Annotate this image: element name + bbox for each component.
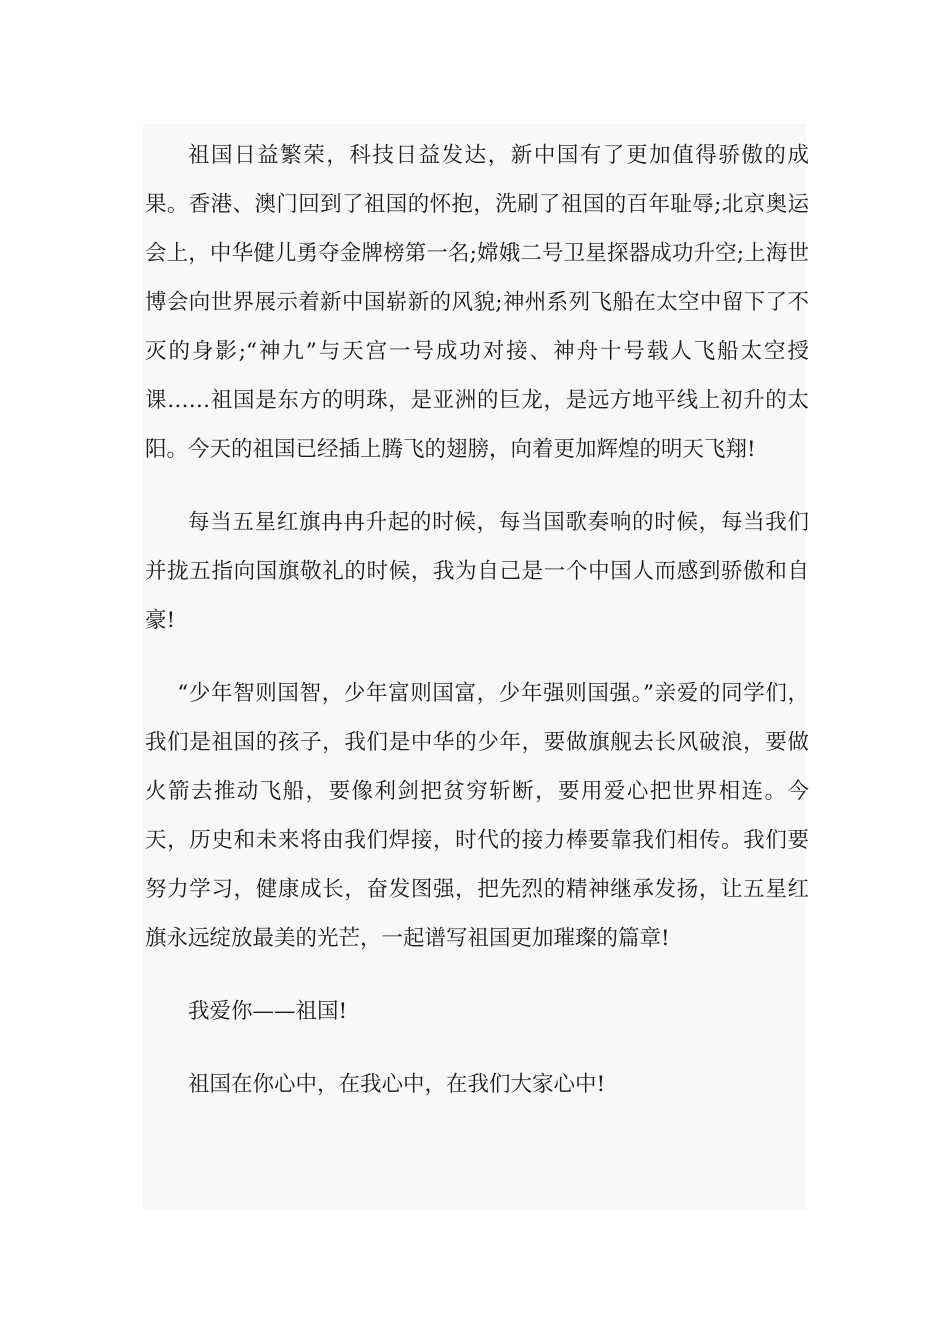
paragraph-youth-quote: “少年智则国智，少年富则国富，少年强则国强。”亲爱的同学们，我们是祖国的孩子，我们是中华的少年，要做旗舰去长风破浪，要做火箭去推动飞船，要像利剑把贫穷斩断，要用爱心把世界相连。今天，历史和未来将由我们焊接，时代的接力棒要靠我们相传。我们要努力学习，健康成长，奋发图强，把先烈的精神继承发扬，让五星红旗永远绽放最美的光芒，一起谱写祖国更加璀璨的篇章! [145, 681, 809, 951]
paragraph-achievements: 祖国日益繁荣，科技日益发达，新中国有了更加值得骄傲的成果。香港、澳门回到了祖国的怀抱，洗刷了祖国的百年耻辱;北京奥运会上，中华健儿勇夺金牌榜第一名;嫦娥二号卫星探器成功升空;上海世博会向世界展示着新中国崭新的风貌;神州系列飞船在太空中留下了不灭的身影;“神九”与天宫一号成功对接、神舟十号载人飞船太空授课……祖国是东方的明珠，是亚洲的巨龙，是远方地平线上初升的太阳。今天的祖国已经插上腾飞的翅膀，向着更加辉煌的明天飞翔! [145, 143, 809, 462]
paragraph-love-motherland: 我爱你——祖国! [188, 999, 348, 1024]
paragraph-flag-raising: 每当五星红旗冉冉升起的时候，每当国歌奏响的时候，每当我们并拢五指向国旗敬礼的时候，我为自己是一个中国人而感到骄傲和自豪! [145, 510, 809, 633]
document-body [145, 131, 809, 1109]
paragraph-closing: 祖国在你心中，在我心中，在我们大家心中! [188, 1072, 606, 1097]
